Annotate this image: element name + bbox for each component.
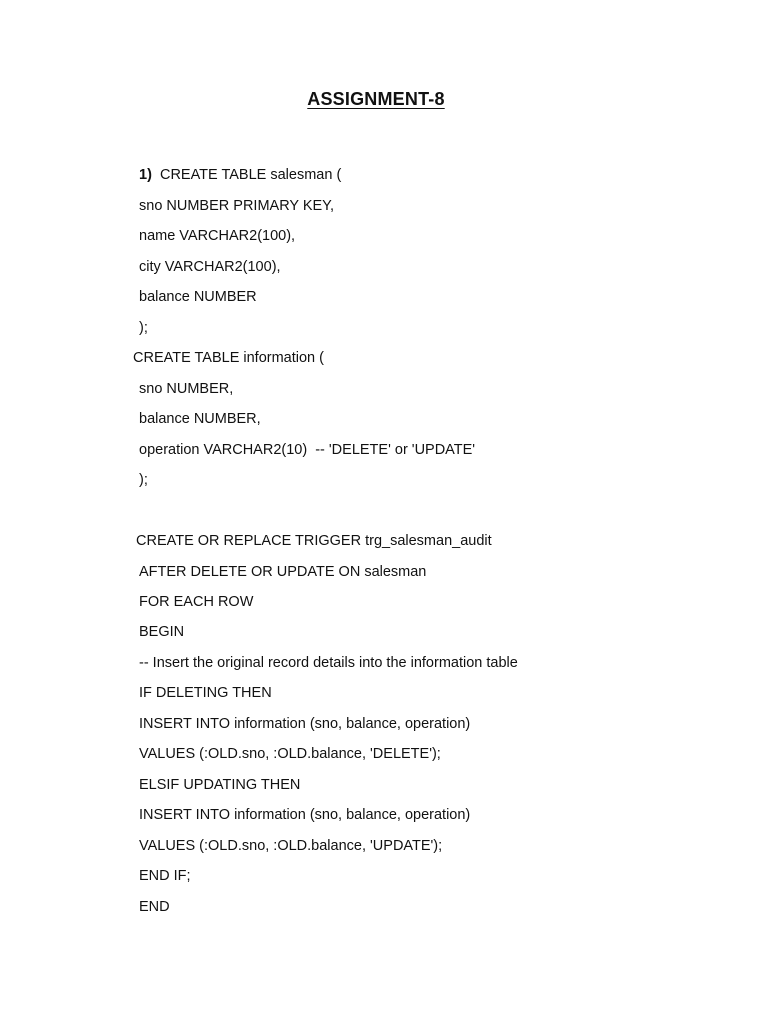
code-line-text: ELSIF UPDATING THEN — [139, 777, 301, 793]
code-line-text: IF DELETING THEN — [139, 685, 272, 701]
code-line-text: name VARCHAR2(100), — [139, 228, 296, 244]
question-number: 1) — [139, 167, 152, 183]
code-line — [139, 380, 233, 398]
code-line-text: balance NUMBER — [139, 289, 257, 305]
code-line — [139, 867, 191, 885]
code-line — [139, 441, 475, 459]
code-line-text: INSERT INTO information (sno, balance, operation) — [139, 807, 471, 823]
code-line — [133, 349, 324, 367]
code-line — [139, 837, 442, 855]
code-line — [139, 806, 470, 824]
code-line — [139, 715, 470, 733]
code-line — [136, 532, 492, 550]
code-line-text: ); — [139, 320, 148, 336]
code-line-text: CREATE TABLE information ( — [133, 350, 324, 366]
code-line — [139, 471, 148, 489]
code-line-text: ); — [139, 472, 148, 488]
code-line — [139, 227, 295, 245]
code-line-text: operation VARCHAR2(10) -- 'DELETE' or 'UPDATE' — [139, 442, 476, 458]
code-line-text: city VARCHAR2(100), — [139, 259, 281, 275]
document-title: ASSIGNMENT-8 — [307, 89, 445, 109]
code-line — [139, 197, 334, 215]
code-line — [139, 288, 257, 306]
code-line-text: VALUES (:OLD.sno, :OLD.balance, 'UPDATE'); — [139, 838, 443, 854]
code-line-text: -- Insert the original record details into the information table — [139, 655, 518, 671]
code-line-text: FOR EACH ROW — [139, 594, 254, 610]
code-line — [139, 898, 170, 916]
code-line-text: INSERT INTO information (sno, balance, operation) — [139, 716, 471, 732]
code-line-text: CREATE TABLE salesman ( — [159, 167, 342, 183]
code-line — [139, 410, 261, 428]
code-line-text: balance NUMBER, — [139, 411, 261, 427]
code-line-text: BEGIN — [139, 624, 185, 640]
code-line — [139, 684, 272, 702]
code-line — [139, 654, 518, 672]
code-line-text: sno NUMBER PRIMARY KEY, — [139, 198, 335, 214]
code-line-text: VALUES (:OLD.sno, :OLD.balance, 'DELETE'); — [139, 746, 441, 762]
code-line — [139, 166, 341, 184]
code-line-text: CREATE OR REPLACE TRIGGER trg_salesman_audit — [136, 533, 492, 549]
code-line-text: AFTER DELETE OR UPDATE ON salesman — [139, 564, 427, 580]
code-line — [139, 623, 184, 641]
code-line-text: END IF; — [139, 868, 191, 884]
code-line-text: sno NUMBER, — [139, 381, 234, 397]
code-line — [139, 563, 426, 581]
code-line — [139, 776, 300, 794]
code-line-text: END — [139, 899, 170, 915]
code-line — [139, 745, 441, 763]
code-line — [139, 258, 281, 276]
code-line — [139, 593, 253, 611]
code-line — [139, 319, 148, 337]
